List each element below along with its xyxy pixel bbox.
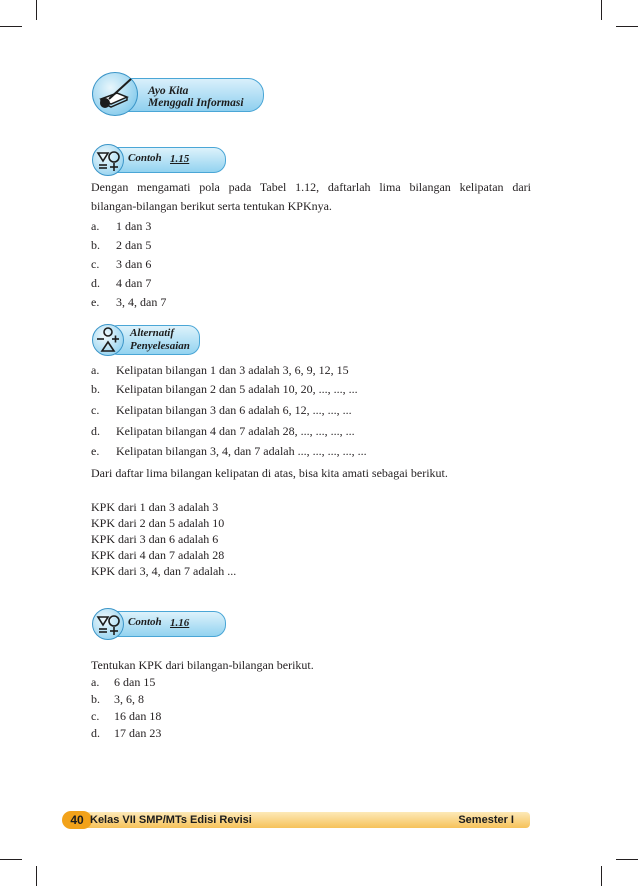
solution-item-text: Kelipatan bilangan 4 dan 7 adalah 28, ..., ..., ..., ... (116, 424, 355, 438)
crop-mark (601, 0, 602, 20)
solution-item-text: Kelipatan bilangan 1 dan 3 adalah 3, 6, 9, 12, 15 (116, 363, 349, 377)
kpk-line: KPK dari 1 dan 3 adalah 3 (91, 500, 219, 514)
kpk-line: KPK dari 4 dan 7 adalah 28 (91, 548, 225, 562)
solution-item-letter: e. (91, 444, 100, 458)
math-symbols-icon (92, 144, 124, 176)
book-title: Kelas VII SMP/MTs Edisi Revisi (90, 814, 252, 826)
crop-mark (0, 859, 22, 860)
list-item-text: 6 dan 15 (114, 675, 156, 689)
kpk-line: KPK dari 3 dan 6 adalah 6 (91, 532, 219, 546)
crop-mark (0, 26, 22, 27)
banner-line-1: Ayo Kita (148, 85, 189, 97)
page-footer (62, 811, 530, 829)
kpk-line: KPK dari 3, 4, dan 7 adalah ... (91, 564, 237, 578)
crop-mark (616, 859, 638, 860)
solution-item-letter: b. (91, 382, 100, 396)
solution-item-text: Kelipatan bilangan 2 dan 5 adalah 10, 20, ..., ..., ... (116, 382, 358, 396)
page-number: 40 (62, 811, 92, 829)
magnifier-book-icon (92, 72, 138, 116)
badge-number: 1.15 (170, 153, 190, 165)
solution-item-letter: a. (91, 363, 100, 377)
list-item-text: 3 dan 6 (116, 257, 152, 271)
list-item-letter: d. (91, 276, 100, 290)
list-item-text: 17 dan 23 (114, 726, 162, 740)
list-item-letter: d. (91, 726, 100, 740)
section-banner (92, 72, 264, 114)
list-item-text: 2 dan 5 (116, 238, 152, 252)
crop-mark (616, 26, 638, 27)
solution-item-letter: c. (91, 403, 100, 417)
solution-badge (92, 322, 200, 356)
badge-label: Contoh (128, 616, 162, 628)
solution-item-letter: d. (91, 424, 100, 438)
crop-mark (36, 0, 37, 20)
summary-text: Dari daftar lima bilangan kelipatan di atas, bisa kita amati sebagai berikut. (91, 466, 448, 480)
banner-line-2: Menggali Informasi (148, 97, 244, 109)
badge-number: 1.16 (170, 617, 190, 629)
badge-label: Contoh (128, 152, 162, 164)
list-item-text: 1 dan 3 (116, 219, 152, 233)
list-item-letter: a. (91, 219, 100, 233)
math-symbols-icon (92, 608, 124, 640)
intro-line-1: Dengan mengamati pola pada Tabel 1.12, daftarlah lima bilangan kelipatan dari (91, 180, 531, 194)
crop-mark (601, 866, 602, 886)
list-item-letter: c. (91, 709, 100, 723)
list-item-letter: b. (91, 238, 100, 252)
solution-badge-line-2: Penyelesaian (130, 340, 190, 352)
example-badge (92, 608, 226, 638)
list-item-text: 3, 4, dan 7 (116, 295, 167, 309)
intro-line-2: bilangan-bilangan berikut serta tentukan KPKnya. (91, 199, 332, 213)
solution-badge-line-1: Alternatif (130, 327, 175, 339)
crop-mark (36, 866, 37, 886)
list-item-text: 4 dan 7 (116, 276, 152, 290)
intro-text: Tentukan KPK dari bilangan-bilangan berikut. (91, 658, 314, 672)
list-item-text: 3, 6, 8 (114, 692, 144, 706)
semester-label: Semester I (458, 814, 514, 826)
solution-item-text: Kelipatan bilangan 3 dan 6 adalah 6, 12, ..., ..., ... (116, 403, 352, 417)
kpk-line: KPK dari 2 dan 5 adalah 10 (91, 516, 225, 530)
math-symbols-icon (92, 324, 124, 356)
list-item-letter: a. (91, 675, 100, 689)
solution-item-text: Kelipatan bilangan 3, 4, dan 7 adalah ..., ..., ..., ..., ... (116, 444, 367, 458)
list-item-text: 16 dan 18 (114, 709, 162, 723)
example-badge (92, 144, 226, 174)
list-item-letter: c. (91, 257, 100, 271)
list-item-letter: e. (91, 295, 100, 309)
list-item-letter: b. (91, 692, 100, 706)
